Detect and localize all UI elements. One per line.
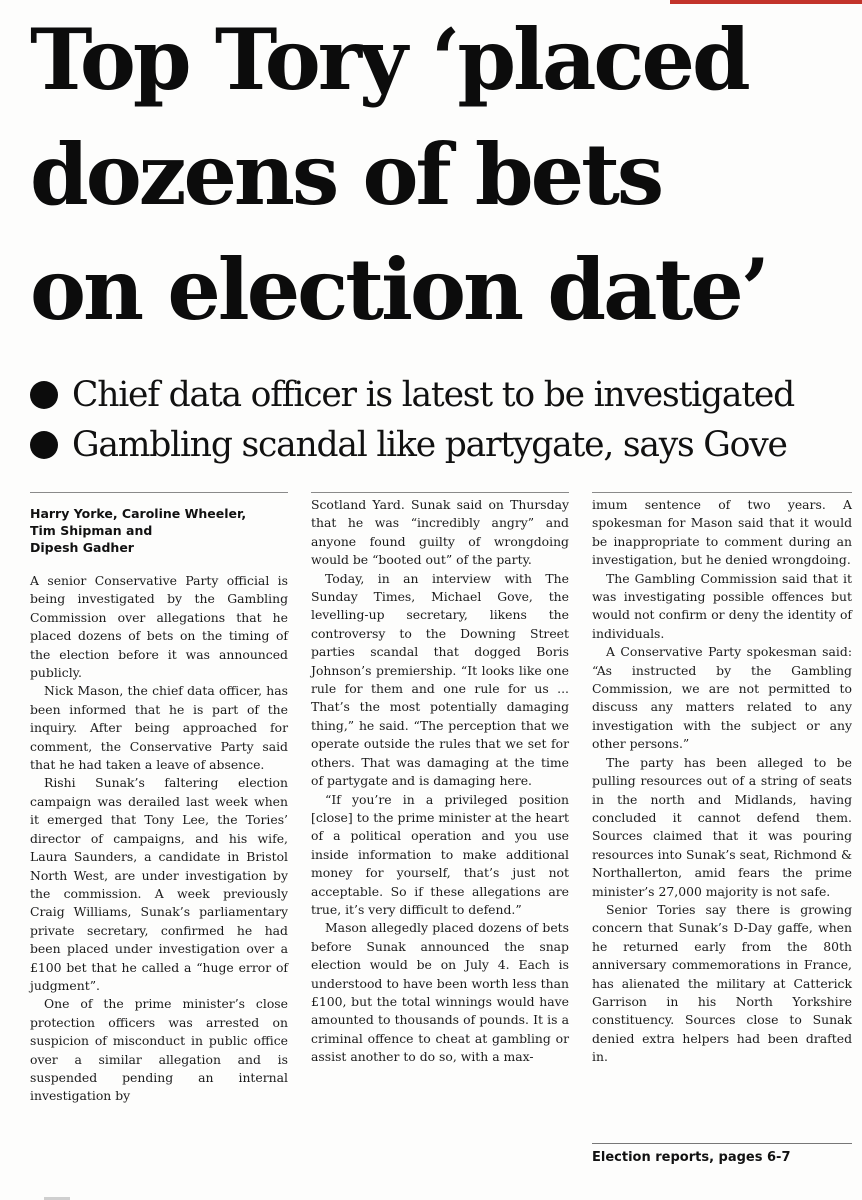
footer-rule bbox=[592, 1143, 852, 1144]
standfirst bbox=[30, 370, 850, 470]
byline-line-3: Dipesh Gadher bbox=[30, 540, 134, 555]
paragraph: A Conservative Party spokesman said: “As instructed by the Gambling Commission, we are not permitted to discuss any matters related to any investigation with the subject or any other persons.” bbox=[592, 644, 852, 752]
column-rule-3 bbox=[592, 492, 852, 493]
paragraph: Mason allegedly placed dozens of bets before Sunak announced the snap election would be on July 4. Each is understood to have been worth less than £100, but the total winnings would have amounted to thousands of pounds. It is a criminal offence to cheat at gambling or assist another to do so, with a max- bbox=[311, 920, 569, 1065]
paragraph: Rishi Sunak’s faltering election campaign was derailed last week when it emerged that Tony Lee, the Tories’ director of campaigns, and his wife, Laura Saunders, a candidate in Bristol North West, are under investigation by the commission. A week previously Craig Williams, Sunak’s parliamentary private secretary, confirmed he had been placed under investigation over a £100 bet that he called a “huge error of judgment”. bbox=[30, 775, 288, 993]
headline-line-3: on election date’ bbox=[30, 240, 767, 339]
standfirst-bullet-2 bbox=[30, 420, 850, 470]
article-column-3 bbox=[592, 496, 852, 1067]
paragraph: Scotland Yard. Sunak said on Thursday that he was “incredibly angry” and anyone found guilty of wrongdoing would be “booted out” of the party. bbox=[311, 497, 569, 568]
column-rule-2 bbox=[311, 492, 569, 493]
cross-reference: Election reports, pages 6-7 bbox=[592, 1150, 791, 1165]
bullet-dot-icon bbox=[30, 381, 58, 409]
headline-line-2: dozens of bets bbox=[30, 125, 662, 224]
bullet-dot-icon bbox=[30, 431, 58, 459]
article-column-2 bbox=[311, 496, 569, 1067]
byline-line-2: Tim Shipman and bbox=[30, 523, 153, 538]
byline-line-1: Harry Yorke, Caroline Wheeler, bbox=[30, 506, 247, 521]
article-column-1 bbox=[30, 493, 288, 1106]
standfirst-bullet-1 bbox=[30, 370, 850, 420]
standfirst-text-2: Gambling scandal like partygate, says Gove bbox=[72, 425, 787, 465]
paragraph: “If you’re in a privileged position [close] to the prime minister at the heart of a political operation and you use inside information to make additional money for yourself, that’s just not acceptable. So if these allegations are true, it’s very difficult to defend.” bbox=[311, 791, 569, 917]
headline bbox=[30, 2, 850, 347]
paragraph: The Gambling Commission said that it was investigating possible offences but would not confirm or deny the identity of individuals. bbox=[592, 570, 852, 641]
paragraph: Nick Mason, the chief data officer, has been informed that he is part of the inquiry. After being approached for comment, the Conservative Party said that he had taken a leave of absence. bbox=[30, 683, 288, 773]
paragraph: A senior Conservative Party official is being investigated by the Gambling Commission over allegations that he placed dozens of bets on the timing of the election before it was announced publicly. bbox=[30, 573, 288, 681]
paragraph: The party has been alleged to be pulling resources out of a string of seats in the north and Midlands, having concluded it cannot defend them. Sources claimed that it was pouring resources into Sunak’s seat, Richmond & Northallerton, amid fears the prime minister’s 27,000 majority is not safe. bbox=[592, 754, 852, 899]
standfirst-text-1: Chief data officer is latest to be investigated bbox=[72, 375, 794, 415]
paragraph: imum sentence of two years. A spokesman for Mason said that it would be inappropriate to comment during an investigation, but he denied wrongdoing. bbox=[592, 497, 852, 568]
paragraph: Today, in an interview with The Sunday Times, Michael Gove, the levelling-up secretary, likens the controversy to the Downing Street parties scandal that dogged Boris Johnson’s premiership. “It looks like one rule for them and one rule for us ... That’s the most potentially damaging thing,” he said. “The perception that we operate outside the rules that we set for others. That was damaging at the time of partygate and is damaging here. bbox=[311, 570, 569, 789]
paragraph: One of the prime minister’s close protection officers was arrested on suspicion of misconduct in public office over a similar allegation and is suspended pending an internal investigation by bbox=[30, 996, 288, 1104]
paragraph: Senior Tories say there is growing concern that Sunak’s D-Day gaffe, when he returned early from the 80th anniversary commemorations in France, has alienated the military at Catterick Garrison in his North Yorkshire constituency. Sources close to Sunak denied extra helpers had been drafted in. bbox=[592, 901, 852, 1065]
byline bbox=[30, 505, 288, 556]
headline-line-1: Top Tory ‘placed bbox=[30, 10, 748, 109]
